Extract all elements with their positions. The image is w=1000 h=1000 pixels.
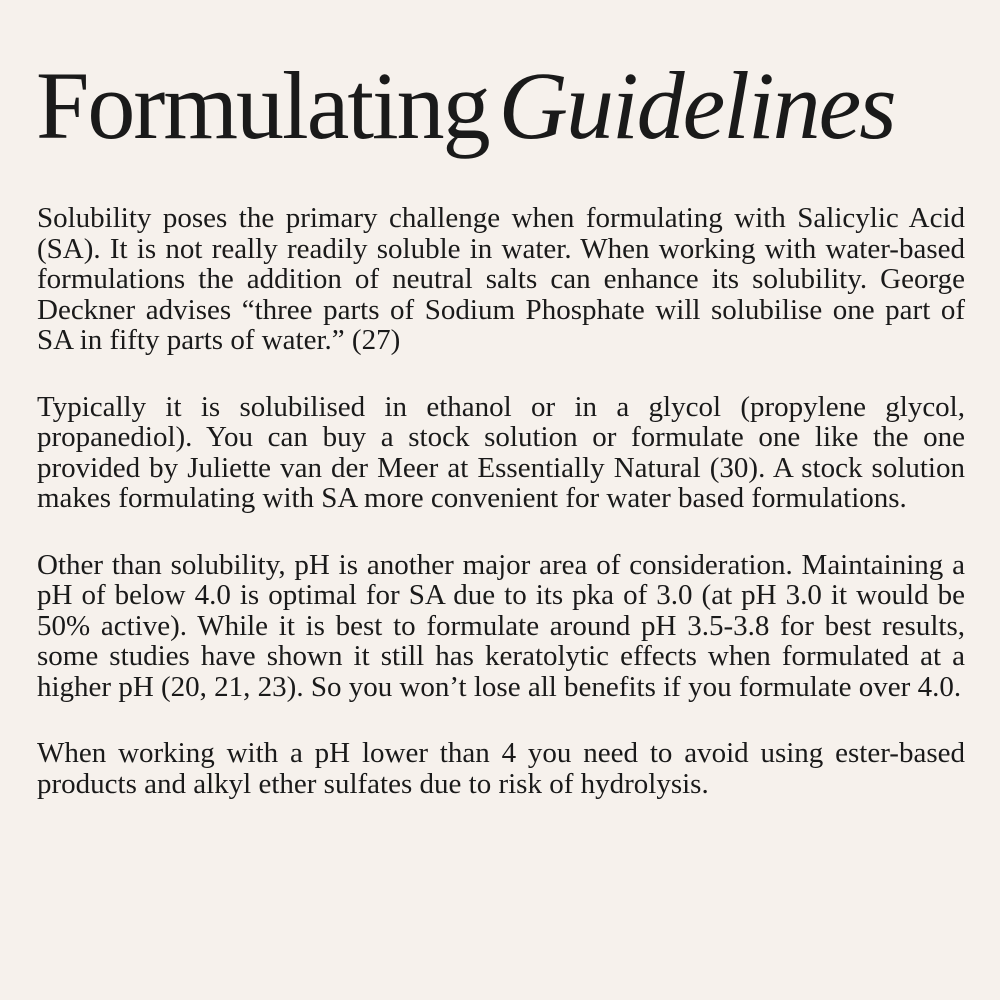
paragraph-solubilised: Typically it is solubilised in ethanol or in a glycol (propylene glycol, propanediol). You can buy a stock solution or formulate one like the one provided by Juliette van der Meer at Essentially Natural (30). A stock solution makes formulating with SA more convenient for water based formulations. [37, 390, 965, 514]
paragraph-solubility: Solubility poses the primary challenge when formulating with Salicylic Acid (SA). It is not really readily soluble in water. When working with water-based formulations the addition of neutral salts can enhance its solubility. George Deckner advises “three parts of Sodium Phosphate will solubilise one part of SA in fifty parts of water.” (27) [37, 202, 965, 356]
body-text [37, 203, 965, 835]
paragraph-ph: Other than solubility, pH is another major area of consideration. Maintaining a pH of below 4.0 is optimal for SA due to its pka of 3.0 (at pH 3.0 it would be 50% active). While it is best to formulate around pH 3.5-3.8 for best results, some studies have shown it still has keratolytic effects when formulated at a higher pH (20, 21, 23). So you won’t lose all benefits if you formulate over 4.0. [37, 548, 965, 703]
title-regular: Formulating [36, 52, 489, 159]
paragraph-hydrolysis: When working with a pH lower than 4 you need to avoid using ester-based products and alkyl ether sulfates due to risk of hydrolysis. [37, 737, 965, 800]
page-title [36, 52, 895, 159]
title-italic: Guidelines [498, 52, 895, 159]
